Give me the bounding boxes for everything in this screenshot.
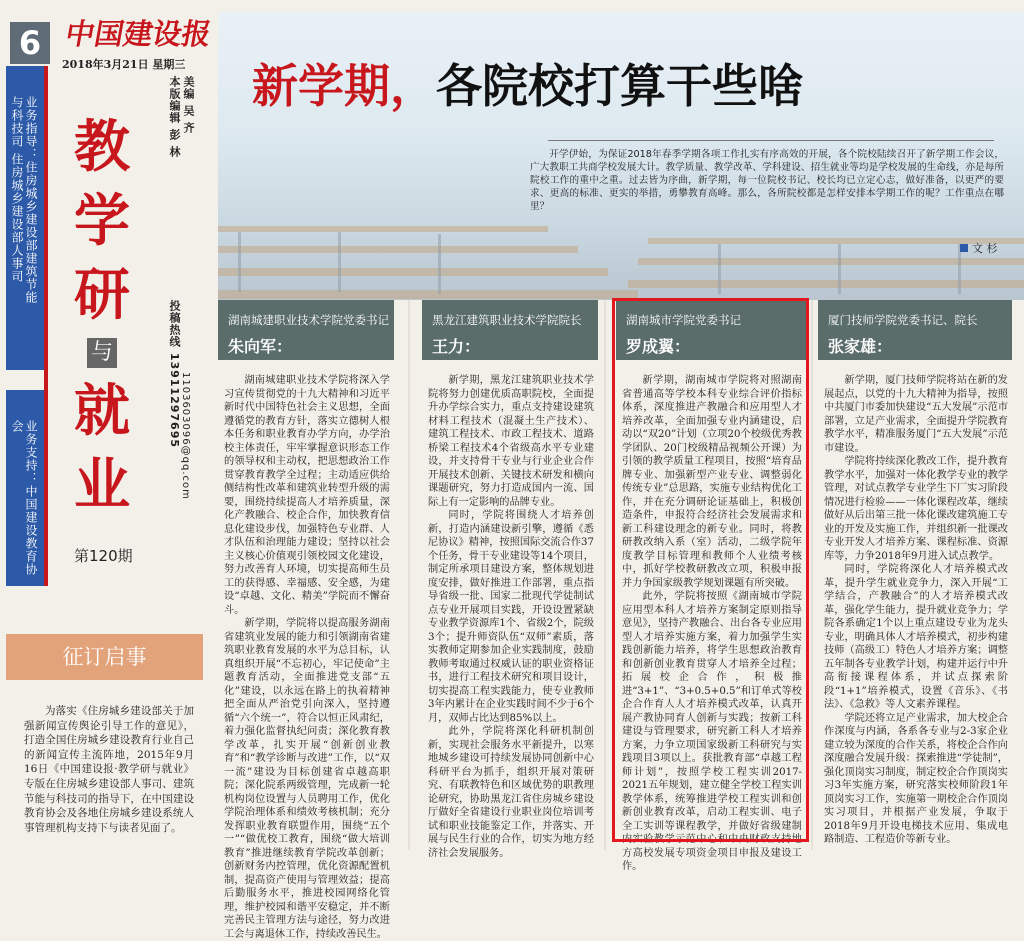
red-stripe — [44, 66, 48, 586]
article-column — [818, 300, 1012, 850]
headline-red: 新学期， — [252, 59, 436, 113]
headline-black: 各院校打算干些啥 — [436, 59, 804, 113]
lead-paragraph: 开学伊始，为保证2018年春季学期各项工作扎实有序高效的开展，各个院校陆续召开了新学期工作会议，广大教职工共商学校发展大计。教学质量、教学改革、学科建设、招生就业等均是学校发展的生命线，亦是每所院校工作的重中之重。过去皆为序曲，新学期，每一位院校书记、校长均已立定心志，做好准备，以更严的要求、更高的标准、更实的举措，勇攀教育高峰。那么，各所院校都是怎样安排本学期工作的呢？工作重点在哪里？ — [530, 149, 1004, 212]
article-column — [218, 300, 394, 940]
article-column — [616, 300, 806, 872]
column-body — [824, 374, 1008, 847]
column-gutter — [604, 300, 606, 850]
column-gutter — [408, 300, 410, 850]
column-body — [622, 374, 802, 874]
editor-credit: 本版编辑 彭 林 — [168, 76, 181, 158]
section-char: 学 — [74, 188, 130, 254]
column-body — [428, 374, 594, 860]
byline-square-icon — [960, 244, 968, 252]
headline-rule — [548, 140, 994, 141]
byline-author: 文 杉 — [972, 242, 998, 255]
speaker-name: 罗成翼： — [626, 337, 691, 356]
support-text: 业务支持：中国建设教育协会 — [10, 420, 38, 576]
guidance-text: 业务指导：住房城乡建设部建筑节能与科技司 住房城乡建设部人事司 — [10, 96, 38, 304]
subscription-header: 征订启事 — [6, 634, 203, 680]
column-header — [616, 300, 806, 360]
paragraph: 新学期，厦门技师学院将站在新的发展起点，以党的十九大精神为指导，按照中共厦门市委加快建设“五大发展”示范市部署，立足产业需求，全面提升学院教育教学水平，精准服务厦门“五大发展”示范市建设。 — [824, 375, 1008, 454]
paragraph: 湖南城建职业技术学院将深入学习宣传贯彻党的十九大精神和习近平新时代中国特色社会主义思想，全面遵循党的教育方针，落实立德树人根本任务和职业教育办学方向，办学治校主体责任，牢牢掌握意识形态工作的领导权和主动权，把思想政治工作贯穿教育教学全过程；主动适应供给侧结构性改革和建筑业转型升级的需要，围绕持续提高人才培养质量，深化产教融合、校企合作，加快教育信息化建设步伐，加强特色专业群、人才队伍和治理能力建设；坚持以社会主义核心价值观引领校园文化建设，努力改善育人环境，切实提高师生员工的获得感、幸福感、安全感，为建设“卓越、文化、精美”学院而不懈奋斗。 — [224, 375, 390, 616]
column-gutter — [811, 300, 813, 850]
paragraph: 新学期，黑龙江建筑职业技术学院将努力创建优质高职院校，全面提升办学综合实力，重点支持建设建筑材料工程技术（混凝土生产技术）、建筑工程技术、市政工程技术、道路桥梁工程技术4个省级高水平专业建设，并支持骨干专业与行业企业合作开展技术创新、关键技术研发和横向课题研究，努力打造成国内一流、国际上有一定影响的品牌专业。 — [428, 375, 594, 508]
speaker-name: 张家雄： — [828, 337, 893, 356]
speaker-role: 厦门技师学院党委书记、院长 — [828, 313, 978, 327]
column-header — [218, 300, 394, 360]
paragraph: 新学期，学院将以提高服务湖南省建筑业发展的能力和引领湖南省建筑职业教育发展的水平为总目标，认真组织开展“不忘初心，牢记使命”主题教育活动，全面推进党支部“五化”建设，以永远在路上的执着精神把全面从严治党引向深入，坚持遵循“六个统一”，符合以恒正风肃纪，着力强化监督执纪问责；深化教育教学改革，扎实开展“创新创业教育”和“教学诊断与改进”工作，以“双一流”建设为目标创建省卓越高职院；深化院系两级管理，完成新一轮机构岗位设置与人员聘用工作，优化学院治理体系和绩效考核机制；充分发挥职业教育联盟作用，围绕“五个一”“做优校工教育，围绕“做大培训教育”推进继续教育学院改革创新；创新财务内控管理，优化资源配置机制，提高资产使用与管理效益；提高后勤服务水平，推进校园网络化管理，维护校园和谐平安稳定，并不断完善民主管理方法与途径，努力改进工会与离退休工作，持续改善民生。 — [224, 618, 390, 940]
speaker-role: 湖南城建职业技术学院党委书记 — [228, 313, 389, 327]
byline — [960, 240, 998, 256]
column-header — [422, 300, 598, 360]
submission-hotline: 投稿热线 13911297695 — [168, 300, 181, 449]
column-body — [224, 374, 390, 941]
section-title — [64, 110, 140, 522]
paragraph: 此外，学院将按照《湖南城市学院应用型本科人才培养方案制定原则指导意见》，坚持产教融合、出台各专业应用型人才培养实施方案，着力加强学生实践创新能力培养，将学生思想政治教育和创新创业教育贯穿人才培养全过程；拓展校企合作，积极推进“3+1”、“3+0.5+0.5”和订单式等校企合作育人人才培养模式改革，认真开展产教协同育人创新与实践；按新工科建设与管理要求，研究新工科人才培养方案，力争立项国家级新工科研究与实践项目3项以上。获批教育部“卓越工程师计划”，按照学校工程实训2017-2021五年规划，建立健全学校工程实训教学体系，统筹推进学校工程实训和创新创业教育改革，启动工程实训、电子全工实训等课程教学，并做好省级建制内实验教学示范中心和中央财政支持地方高校发展专项资金项目申报及建设工作。 — [622, 591, 802, 872]
section-char-box: 与 — [87, 338, 117, 368]
section-char: 研 — [74, 262, 130, 328]
paragraph: 同时，学院将围绕人才培养创新，打造内涵建设新引擎，遵循《悉尼协议》精神，按照国际交流合作37个任务，骨干专业建设等14个项目，制定所承项目建设方案，整体规划进度安排，做好推进工作部署，重点指导省级一批、国家二批现代学徒制试点专业开展项目实践，开设设置紧缺专业教学资源库1个、省级2个，院级3个；提升师资队伍“双师”素质，落实教师定期参加企业实践制度，鼓励教师考取通过权威认证的职业资格证书，进行工程技术研究和项目设计，切实提高工程实践能力，使专业教师3年内累计在企业实践时间不少于6个月，双师占比达到85%以上。 — [428, 510, 594, 724]
speaker-name: 王力： — [432, 337, 481, 356]
paragraph: 此外，学院将深化科研机制创新，实现社会服务水平新提升，以寒地城乡建设可持续发展协同创新中心科研平台为抓手，组织开展对策研究、有联教特色和区域优势的职教理论研究，协助黑龙江省住房城乡建设厅做好全省建设行业职业岗位培训考试和职业技能鉴定工作，并落实、开展与民生行业的合作，切实为地方经济社会发展服务。 — [428, 726, 594, 859]
paragraph: 同时，学院将深化人才培养模式改革，提升学生就业竞争力，深入开展“工学结合，产教融合”的人才培养模式改革，强化学生能力，提升就业竞争力；学院各系确定1个以上重点建设专业为龙头专业，明确具体人才培养模式，初步构建技师（高级工）特色人才培养方案；调整五年制各专业教学计划，构建并运行中升高衔接课程体系，并试点探索阶段“1+1”培养模式，设置《音乐》、《书法》、《急救》等人文素养课程。 — [824, 564, 1008, 710]
headline — [252, 50, 804, 116]
article-column — [422, 300, 598, 859]
column-header — [818, 300, 1012, 360]
band-divider — [6, 370, 44, 390]
paragraph: 学院将持续深化教改工作，提升教育教学水平，加强对一体化教学专业的教学管理，对试点教学专业学生下厂实习阶段情况进行检验——一体化课程改革，继续做好从后出第三批一体化课改建筑施工专业的开发及实施工作，并组织新一批课改专业开发人才培养方案、课程标准、资源库等，力争2018年9月进入试点教学。 — [824, 456, 1008, 562]
speaker-role: 黑龙江建筑职业技术学院院长 — [432, 313, 582, 327]
issue-date: 2018年3月21日 星期三 — [62, 58, 186, 71]
subscription-body: 为落实《住房城乡建设部关于加强新闻宣传舆论引导工作的意见》，打造全国住房城乡建设教育行业自己的新闻宣传主流阵地，2015年9月16日《中国建设报·教学研与就业》专版在住房城乡建设部人事司、建筑节能与科技司的指导下，在中国建设教育协会及各地住房城乡建设系统人事管理机构支持下与读者见面了。 — [24, 705, 194, 834]
section-char: 业 — [74, 452, 130, 518]
designer-credit: 美编 吴 齐 — [182, 76, 195, 134]
section-char: 就 — [74, 378, 130, 444]
speaker-name: 朱向军： — [228, 337, 293, 356]
submission-email: 1103603096@qq.com — [180, 372, 191, 500]
paragraph: 新学期，湖南城市学院将对照湖南省普通高等学校本科专业综合评价指标体系，深度推进产教融合和应用型人才培养改革，全面加强专业内涵建设，启动以“双20”计划（立项20个校级优秀教学团队、20门校级精品视频公开课）为引领的教学质量工程项目，按照“培育品牌专业、加强新型产业专业、调整弱化传统专业”总思路，实施专业结构优化工作，并在充分调研论证基础上，积极创造条件，申报符合经济社会发展需求和新工科建设理念的新专业。同时，将教研教改纳入系（室）活动，二级学院年度教学目标管理和教师个人业绩考核中，抓好学校教研教改立项，积极申报并力争国家级教学规划课题有所突破。 — [622, 375, 802, 589]
left-rail — [0, 0, 214, 850]
section-char: 教 — [74, 114, 130, 180]
paper-masthead: 中国建设报 — [62, 17, 214, 51]
paragraph: 学院还将立足产业需求，加大校企合作深度与内涵，各系各专业与2-3家企业建立较为深度的合作关系，将校企合作向深度融合发展升级：探索推进“学徒制”，强化顶岗实习制度，制定校企合作顶岗实习3年实施方案，研究落实校师阶段1年顶岗实习工作，实施第一期校企合作顶岗实习项目，并根据产业发展，争取于2018年9月开设电梯技术应用、集成电路制造、工程造价等新专业。 — [824, 712, 1008, 845]
speaker-role: 湖南城市学院党委书记 — [626, 313, 741, 327]
page-number: 6 — [10, 22, 50, 64]
issue-period: 第120期 — [74, 547, 133, 565]
